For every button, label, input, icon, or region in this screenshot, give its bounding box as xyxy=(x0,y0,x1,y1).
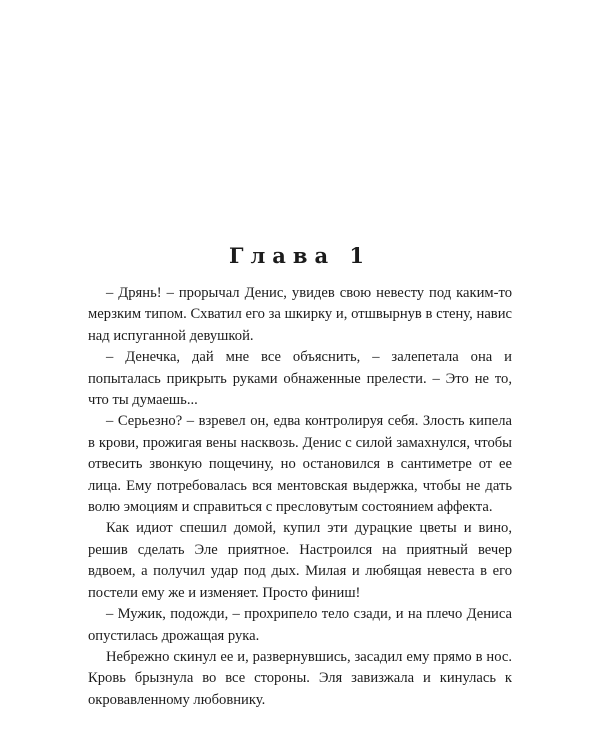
paragraph: Как идиот спешил домой, купил эти дурацкие цветы и вино, решив сделать Эле приятное. Настроился на приятный вечер вдвоем, а получил удар под дых. Милая и любящая невеста в его постели ему же и изменяет. Просто финиш! xyxy=(88,520,512,601)
chapter-body xyxy=(88,283,512,711)
paragraph: – Денечка, дай мне все объяснить, – залепетала она и попыталась прикрыть руками обнаженные прелести. – Это не то, что ты думаешь... xyxy=(88,349,512,409)
paragraph: – Дрянь! – прорычал Денис, увидев свою невесту под каким-то мерзким типом. Схватил его за шкирку и, отшвырнув в стену, навис над испуганной девушкой. xyxy=(88,285,512,344)
paragraph: Небрежно скинул ее и, развернувшись, засадил ему прямо в нос. Кровь брызнула во все стороны. Эля завизжала и кинулась к окровавленному любовнику. xyxy=(88,648,512,708)
chapter-title: Глава 1 xyxy=(228,243,372,268)
paragraph: – Мужик, подожди, – прохрипело тело сзади, и на плечо Дениса опустилась дрожащая рука. xyxy=(88,606,512,644)
paragraph: – Серьезно? – взревел он, едва контролируя себя. Злость кипела в крови, прожигая вены насквозь. Денис с силой замахнулся, чтобы отвесить звонкую пощечину, но остановился в сантиметре от ее лица. Ему потребовалась вся ментовская выдержка, чтобы не дать волю эмоциям и справиться с пресловутым состоянием аффекта. xyxy=(88,413,512,516)
